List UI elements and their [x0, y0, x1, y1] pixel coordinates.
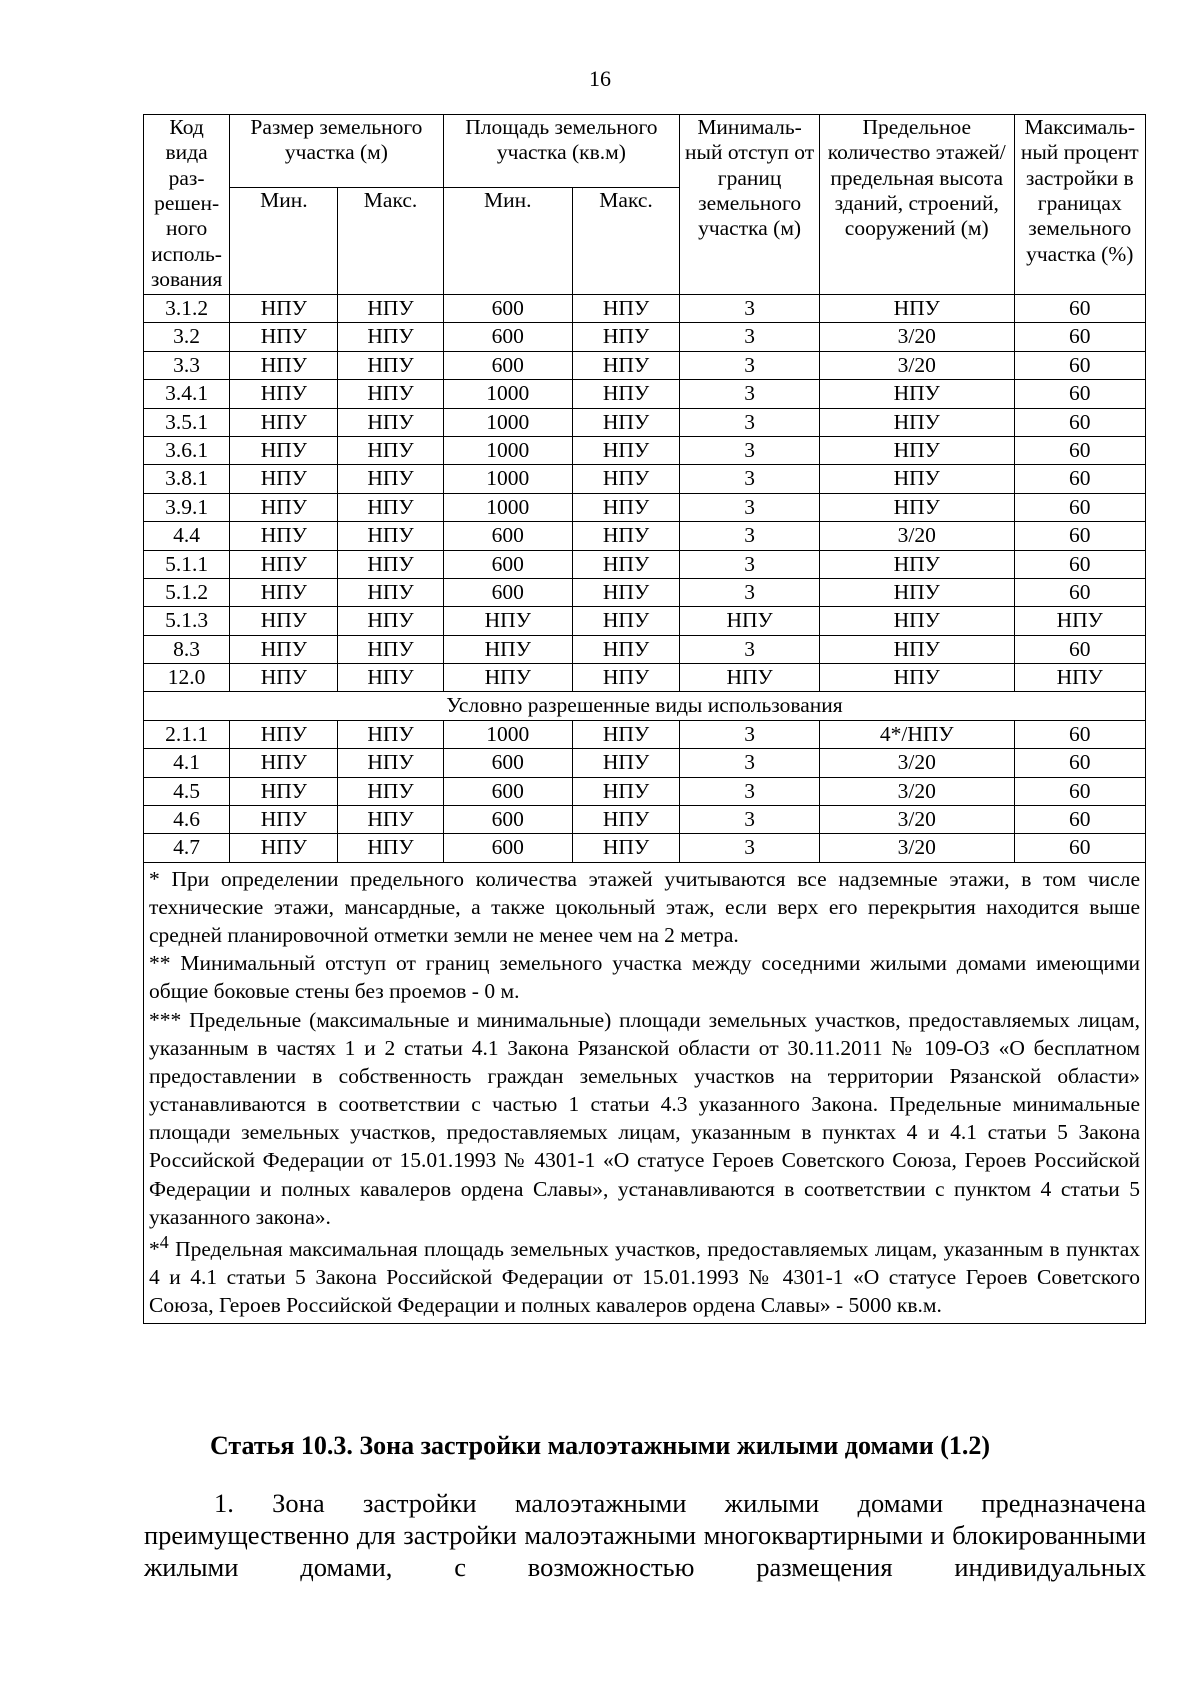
header-max-floors: Предельное количество этажей/ предельная высота зданий, строений, сооружений (м) [820, 115, 1015, 295]
page-number: 16 [589, 66, 611, 91]
table-row [144, 834, 1146, 862]
zoning-parameters-table [143, 114, 1146, 1324]
table-row [144, 749, 1146, 777]
table-cell: 3/20 [820, 749, 1015, 777]
table-cell: 3 [680, 408, 820, 436]
table-cell: 60 [1014, 465, 1146, 493]
notes-row [144, 862, 1146, 1324]
header-max-coverage: Максималь-ный процент застройки в границах земельного участка (%) [1014, 115, 1146, 295]
table-cell: НПУ [572, 351, 679, 379]
table-cell: 4.4 [144, 522, 230, 550]
table-cell: НПУ [572, 408, 679, 436]
table-row [144, 323, 1146, 351]
table-cell: 3/20 [820, 522, 1015, 550]
table-cell: НПУ [820, 380, 1015, 408]
table-cell: НПУ [680, 664, 820, 692]
table-cell: НПУ [820, 635, 1015, 663]
table-cell: НПУ [572, 295, 679, 323]
table-cell: 1000 [443, 720, 572, 748]
table-cell: НПУ [230, 749, 338, 777]
table-cell: 5.1.1 [144, 550, 230, 578]
table-cell: 4*/НПУ [820, 720, 1015, 748]
table-cell: 3 [680, 380, 820, 408]
table-cell: НПУ [820, 578, 1015, 606]
table-row [144, 777, 1146, 805]
table-cell: 3/20 [820, 834, 1015, 862]
table-row [144, 465, 1146, 493]
table-cell: НПУ [230, 607, 338, 635]
table-cell: 3.3 [144, 351, 230, 379]
table-cell: НПУ [230, 834, 338, 862]
table-cell: 600 [443, 806, 572, 834]
note-4-marker: * [149, 1237, 160, 1261]
table-cell: 3/20 [820, 777, 1015, 805]
table-cell: НПУ [572, 436, 679, 464]
table-cell: 3 [680, 351, 820, 379]
table-cell: 4.6 [144, 806, 230, 834]
table-row [144, 806, 1146, 834]
table-cell: НПУ [230, 806, 338, 834]
header-area-max: Макс. [572, 188, 679, 295]
table-cell: НПУ [820, 493, 1015, 521]
table-cell: 60 [1014, 323, 1146, 351]
table-cell: 1000 [443, 408, 572, 436]
table-row [144, 351, 1146, 379]
table-cell: 600 [443, 777, 572, 805]
table-cell: НПУ [230, 436, 338, 464]
table-row [144, 295, 1146, 323]
table-cell: НПУ [338, 493, 443, 521]
table-cell: 60 [1014, 522, 1146, 550]
section-row [144, 692, 1146, 720]
table-cell: НПУ [338, 408, 443, 436]
table-cell: НПУ [338, 720, 443, 748]
table-cell: 5.1.3 [144, 607, 230, 635]
table-cell: 3 [680, 465, 820, 493]
table-cell: НПУ [443, 607, 572, 635]
table-cell: НПУ [338, 550, 443, 578]
table-row [144, 578, 1146, 606]
table-cell: 60 [1014, 834, 1146, 862]
table-cell: НПУ [230, 664, 338, 692]
table-cell: НПУ [230, 720, 338, 748]
table-cell: 60 [1014, 635, 1146, 663]
notes-cell [144, 862, 1146, 1324]
table-cell: 600 [443, 749, 572, 777]
table-row [144, 720, 1146, 748]
table-cell: 3.1.2 [144, 295, 230, 323]
table-cell: НПУ [820, 408, 1015, 436]
table-cell: НПУ [572, 550, 679, 578]
table-cell: НПУ [572, 806, 679, 834]
table-cell: 3 [680, 323, 820, 351]
table-cell: НПУ [572, 465, 679, 493]
header-plot-area: Площадь земельного участка (кв.м) [443, 115, 680, 188]
table-cell: 60 [1014, 493, 1146, 521]
table-row [144, 550, 1146, 578]
table-cell: 600 [443, 522, 572, 550]
table-cell: 60 [1014, 578, 1146, 606]
table-cell: НПУ [338, 323, 443, 351]
table-cell: НПУ [1014, 664, 1146, 692]
table-cell: НПУ [230, 323, 338, 351]
table-cell: НПУ [572, 380, 679, 408]
table-cell: НПУ [820, 295, 1015, 323]
table-cell: 3 [680, 295, 820, 323]
table-cell: 60 [1014, 380, 1146, 408]
note-4-sup: 4 [159, 1231, 169, 1252]
table-cell: 60 [1014, 806, 1146, 834]
table-row [144, 408, 1146, 436]
table-cell: 3 [680, 436, 820, 464]
table-cell: НПУ [572, 493, 679, 521]
table-cell: НПУ [572, 578, 679, 606]
table-cell: 3/20 [820, 806, 1015, 834]
conditional-rows [144, 720, 1146, 862]
table-cell: 600 [443, 351, 572, 379]
table-cell: НПУ [230, 550, 338, 578]
table-cell: НПУ [680, 607, 820, 635]
table-cell: 5.1.2 [144, 578, 230, 606]
table-cell: НПУ [230, 635, 338, 663]
table-row [144, 493, 1146, 521]
table-cell: 3 [680, 635, 820, 663]
table-cell: НПУ [230, 351, 338, 379]
table-cell: 4.7 [144, 834, 230, 862]
table-cell: 2.1.1 [144, 720, 230, 748]
table-cell: 60 [1014, 749, 1146, 777]
header-area-min: Мин. [443, 188, 572, 295]
table-cell: НПУ [820, 436, 1015, 464]
table-cell: 60 [1014, 436, 1146, 464]
table-cell: НПУ [572, 522, 679, 550]
header-min-offset: Минималь-ный отступ от границ земельного участка (м) [680, 115, 820, 295]
conditional-uses-title: Условно разрешенные виды использования [144, 692, 1146, 720]
header-code: Код вида раз-решен-ного исполь-зования [144, 115, 230, 295]
table-cell: НПУ [338, 777, 443, 805]
table-cell: 4.1 [144, 749, 230, 777]
table-cell: НПУ [338, 578, 443, 606]
table-cell: 60 [1014, 351, 1146, 379]
table-cell: НПУ [230, 522, 338, 550]
table-cell: НПУ [338, 295, 443, 323]
table-cell: 3 [680, 834, 820, 862]
table-cell: 1000 [443, 380, 572, 408]
table-row [144, 664, 1146, 692]
table-cell: НПУ [230, 578, 338, 606]
table-row [144, 522, 1146, 550]
article-paragraph: 1. Зона застройки малоэтажными жилыми домами предназначена преимущественно для застройки малоэтажными многоквартирными и блокированными жилыми домами, с возможностью размещения индивидуальных [144, 1488, 1146, 1582]
table-row [144, 635, 1146, 663]
header-size-max: Макс. [338, 188, 443, 295]
table-cell: НПУ [338, 664, 443, 692]
table-cell: НПУ [572, 635, 679, 663]
table-cell: НПУ [820, 550, 1015, 578]
table-cell: НПУ [338, 380, 443, 408]
table-row [144, 436, 1146, 464]
table-row [144, 380, 1146, 408]
table-cell: НПУ [230, 777, 338, 805]
main-rows [144, 295, 1146, 692]
table-cell: НПУ [443, 664, 572, 692]
header-size-min: Мин. [230, 188, 338, 295]
table-cell: 3 [680, 522, 820, 550]
table-cell: НПУ [338, 465, 443, 493]
table-cell: НПУ [230, 493, 338, 521]
table-cell: НПУ [230, 295, 338, 323]
table-cell: НПУ [572, 607, 679, 635]
table-cell: 3 [680, 720, 820, 748]
table-cell: НПУ [572, 777, 679, 805]
table-cell: 600 [443, 578, 572, 606]
table-cell: 4.5 [144, 777, 230, 805]
table-cell: НПУ [338, 436, 443, 464]
table-cell: 3.4.1 [144, 380, 230, 408]
table-cell: 3.5.1 [144, 408, 230, 436]
table-cell: 1000 [443, 436, 572, 464]
table-cell: НПУ [1014, 607, 1146, 635]
table-cell: НПУ [820, 664, 1015, 692]
table-cell: НПУ [338, 806, 443, 834]
table-cell: НПУ [338, 607, 443, 635]
table-cell: 3 [680, 550, 820, 578]
table-cell: 3.9.1 [144, 493, 230, 521]
table-cell: 600 [443, 550, 572, 578]
table-cell: 3.2 [144, 323, 230, 351]
table-cell: НПУ [338, 749, 443, 777]
table-cell: НПУ [572, 720, 679, 748]
table-cell: 600 [443, 295, 572, 323]
note-3: *** Предельные (максимальные и минимальные) площади земельных участков, предоставляемых лицам, указанным в частях 1 и 2 статьи 4.1 Закона Рязанской области от 30.11.2011 № 109-ОЗ «О бесплатном предоставлении в собственность граждан земельных участков на территории Рязанской области» устанавливаются в соответствии с частью 1 статьи 4.3 указанного Закона. Предельные минимальные площади земельных участков, предоставляемых лицам, указанным в пунктах 4 и 4.1 статьи 5 Закона Российской Федерации от 15.01.1993 № 4301-1 «О статусе Героев Советского Союза, Героев Российской Федерации и полных кавалеров ордена Славы», устанавливаются в соответствии с пунктом 4 статьи 5 указанного закона». [149, 1007, 1140, 1229]
table-cell: НПУ [338, 522, 443, 550]
table-cell: НПУ [230, 408, 338, 436]
table-cell: 60 [1014, 408, 1146, 436]
table-cell: 1000 [443, 465, 572, 493]
table-cell: 3/20 [820, 351, 1015, 379]
table-cell: НПУ [443, 635, 572, 663]
table-cell: 60 [1014, 777, 1146, 805]
table-cell: НПУ [338, 351, 443, 379]
note-1: * При определении предельного количества этажей учитываются все надземные этажи, в том числе технические этажи, мансардные, а также цокольный этаж, если верх его перекрытия находится выше средней планировочной отметки земли не менее чем на 2 метра. [149, 866, 1140, 948]
note-2: ** Минимальный отступ от границ земельного участка между соседними жилыми домами имеющими общие боковые стены без проемов - 0 м. [149, 951, 1140, 1004]
note-4-text: Предельная максимальная площадь земельных участков, предоставляемых лицам, указанным в пунктах 4 и 4.1 статьи 5 Закона Российской Федерации от 15.01.1993 № 4301-1 «О статусе Героев Советского Союза, Героев Российской Федерации и полных кавалеров ордена Славы» - 5000 кв.м. [149, 1237, 1140, 1318]
table-cell: 3 [680, 749, 820, 777]
table-cell: 60 [1014, 295, 1146, 323]
table-cell: 3/20 [820, 323, 1015, 351]
table-cell: НПУ [820, 607, 1015, 635]
table-cell: 3 [680, 578, 820, 606]
table-cell: 600 [443, 323, 572, 351]
table-cell: 60 [1014, 720, 1146, 748]
table-cell: 3 [680, 777, 820, 805]
table-cell: НПУ [572, 749, 679, 777]
table-cell: 3 [680, 806, 820, 834]
table-cell: 60 [1014, 550, 1146, 578]
article-title: Статья 10.3. Зона застройки малоэтажными жилыми домами (1.2) [209, 1431, 991, 1460]
table-cell: 3 [680, 493, 820, 521]
table-cell: НПУ [338, 834, 443, 862]
table-cell: 3.8.1 [144, 465, 230, 493]
header-plot-size: Размер земельного участка (м) [230, 115, 443, 188]
table-cell: НПУ [572, 323, 679, 351]
table-cell: НПУ [230, 380, 338, 408]
table-cell: НПУ [572, 834, 679, 862]
table-row [144, 607, 1146, 635]
table-cell: 600 [443, 834, 572, 862]
table-cell: НПУ [820, 465, 1015, 493]
table-cell: 8.3 [144, 635, 230, 663]
table-cell: НПУ [338, 635, 443, 663]
table-cell: 12.0 [144, 664, 230, 692]
table-cell: 1000 [443, 493, 572, 521]
note-4 [149, 1231, 1140, 1320]
table-cell: НПУ [230, 465, 338, 493]
table-cell: 3.6.1 [144, 436, 230, 464]
table-cell: НПУ [572, 664, 679, 692]
